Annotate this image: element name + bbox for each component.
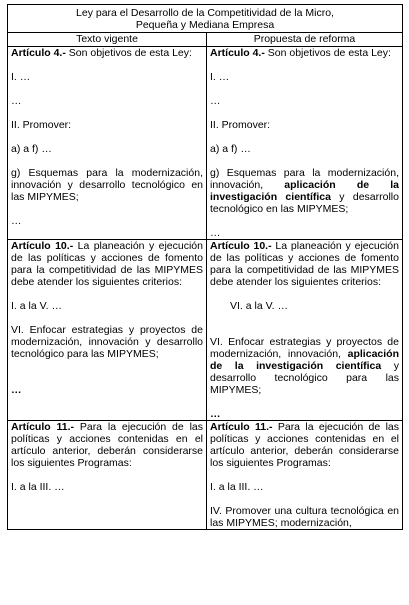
article-intro-text: La planeación y ejecución de las políticas y acciones de fomento para la competitividad de las MIPYMES debe atender los siguientes criterios: [210,240,399,288]
paragraph: VI. Enfocar estrategias y proyectos de modernización, innovación y desarrollo tecnológico para las MIPYMES; [11,324,203,360]
paragraph: … [210,227,221,239]
article-heading: Artículo 11.- [11,421,75,433]
paragraph: II. Promover: [11,119,72,131]
article-4-current-cell [8,47,207,240]
article-10-current-intro [11,240,203,288]
article-intro-text: Para la ejecución de las políticas y acciones contenidas en el artículo anterior, deberán considerarse los siguientes Programas: [11,421,203,469]
paragraph: I. a la III. … [11,481,65,493]
article-11-proposed-cell [207,421,403,530]
article-4-proposed-intro [210,47,399,59]
paragraph: I. a la III. … [210,481,264,493]
column-header-proposed-reform: Propuesta de reforma [207,33,403,47]
article-intro-text: Son objetivos de esta Ley: [264,47,391,59]
article-11-current-cell [8,421,207,530]
paragraph-with-amendment [210,336,399,396]
article-10-current-cell [8,240,207,421]
column-header-row [8,33,403,47]
paragraph: a) a f) … [11,143,52,155]
ellipsis-bold: … [210,408,221,420]
article-11-row [8,421,403,530]
article-4-row [8,47,403,240]
paragraph-with-amendment [210,167,399,215]
article-10-proposed-cell [207,240,403,421]
paragraph: a) a f) … [210,143,251,155]
paragraph: IV. Promover una cultura tecnológica en las MIPYMES; modernización, [210,505,399,529]
article-heading: Artículo 10.- [11,240,74,252]
article-intro-text: Son objetivos de esta Ley: [65,47,192,59]
paragraph-text: g) Esquemas para la modernización, innovación, [210,167,399,191]
paragraph-text: VI. Enfocar estrategias y proyectos de modernización, innovación, [210,336,399,360]
article-heading: Artículo 10.- [210,240,272,252]
article-10-row [8,240,403,421]
law-title [8,5,403,33]
paragraph: … [11,95,22,107]
article-intro-text: La planeación y ejecución de las políticas y acciones de fomento para la competitividad de las MIPYMES debe atender los siguientes criterios: [11,240,203,288]
paragraph: II. Promover: [210,119,271,131]
article-11-proposed-intro [210,421,399,469]
article-intro-text: Para la ejecución de las políticas y acciones contenidas en el artículo anterior, deberán considerarse los siguientes Programas: [210,421,399,469]
comparison-table [7,4,403,530]
column-header-current-text: Texto vigente [8,33,207,47]
paragraph: I. … [11,71,31,83]
article-10-proposed-intro [210,240,399,288]
article-heading: Artículo 4.- [210,47,265,59]
paragraph: g) Esquemas para la modernización, innovación y desarrollo tecnológico en las MIPYMES; [11,167,203,203]
law-title-line-1: Ley para el Desarrollo de la Competitividad de la Micro, [76,7,334,19]
paragraph: I. … [210,71,230,83]
article-heading: Artículo 4.- [11,47,66,59]
article-11-current-intro [11,421,203,469]
title-row [8,5,403,33]
paragraph: I. a la V. … [11,300,62,312]
paragraph-text: y desarrollo tecnológico en las MIPYMES; [210,191,399,215]
paragraph [11,384,203,396]
law-title-line-2: Pequeña y Mediana Empresa [135,19,275,31]
article-4-proposed-cell [207,47,403,240]
article-4-current-intro [11,47,203,59]
paragraph: … [210,95,221,107]
ellipsis-bold: … [11,384,22,396]
paragraph-text: y desarrollo tecnológico para las MIPYMES; [210,360,399,396]
paragraph [210,408,399,420]
article-heading: Artículo 11.- [210,421,273,433]
amendment-text: aplicación de la investigación científica [210,179,399,203]
paragraph: … [11,215,22,227]
amendment-text: aplicación de la investigación científica [210,348,399,372]
paragraph: VI. a la V. … [230,300,288,312]
